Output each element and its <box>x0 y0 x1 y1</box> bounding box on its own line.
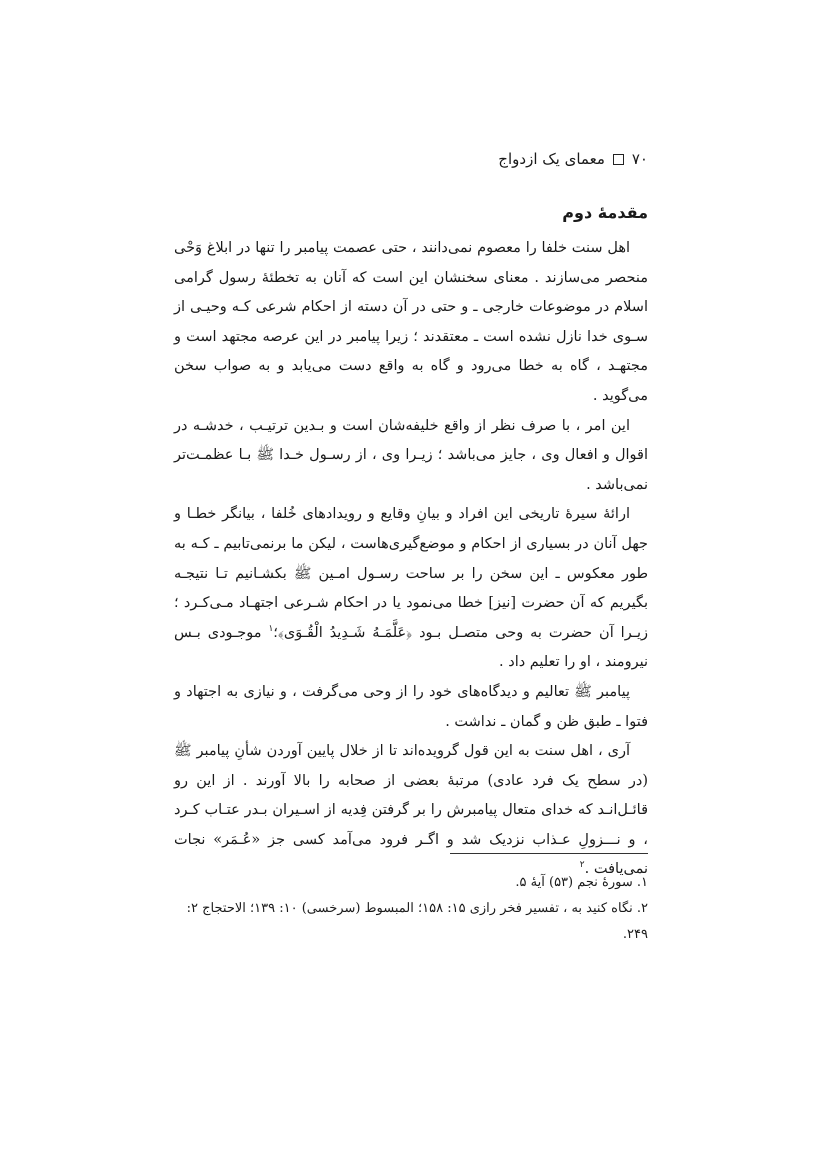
book-title: معمای یک ازدواج <box>498 150 605 168</box>
footnote-ref-2: ۲ <box>579 860 585 871</box>
section-title: مقدمهٔ دوم <box>562 203 648 222</box>
paragraph-3-tail: موجـودی بـس نیرومند ، او را تعلیم داد . <box>174 624 648 671</box>
paragraph-3 <box>174 500 648 678</box>
page-number: ۷۰ <box>631 150 648 168</box>
footnote-1: ۱. سورهٔ نجم (۵۳) آیهٔ ۵. <box>515 875 648 890</box>
footnote-2: ۲. نگاه کنید به ، تفسیر فخر رازی ۱۵: ۱۵۸؛ المبسوط (سرخسی) ۱۰: ۱۳۹؛ الاحتجاج ۲: ۲۴۹. <box>186 901 648 942</box>
body-text <box>174 198 648 885</box>
footnote-ref-1: ۱ <box>268 623 274 634</box>
paragraph-5-text: آری ، اهل سنت به این قول گرویده‌اند تا از خلال پایین آوردن شأنِ پیامبر ﷺ (در سطح یک فرد عادی) مرتبهٔ بعضی از صحابه را بالا آورند . از این رو قائـل‌انـد که خدای متعال پیامبرش را بر گرفتن فِدیه از اسـیران بـدر عتـاب کـرد ، و نـــزولِ عـذاب نزدیک شد و اگـر فرود می‌آمد کسی جز «عُـمَر» نجات نمی‌یافت . <box>174 743 648 878</box>
running-header <box>498 150 648 168</box>
paragraph-1: اهل سنت خلفا را معصوم نمی‌دانند ، حتی عصمت پیامبر را تنها در ابلاغ وَحْی منحصر می‌سازند . معنای سخنشان این است که آنان به تخطئهٔ رسول گرامی اسلام در موضوعات خارجی ـ و حتی در آن دسته از احکام شرعی کـه وحیـی از سـوی خدا نازل نشده است ـ معتقدند ؛ زیرا پیامبر در این عرصه مجتهد است و مجتهـد ، گاه به خطا می‌رود و گاه به واقع دست می‌یابد و به صواب سخن می‌گوید . <box>174 240 648 404</box>
paragraph-4: پیامبر ﷺ تعالیم و دیدگاه‌های خود را از وحی می‌گرفت ، و نیازی به اجتهاد و فتوا ـ طبق ظن و گمان ـ نداشت . <box>174 683 648 730</box>
paragraph-3-text: ارائهٔ سیرهٔ تاریخی این افراد و بیانِ وقایع و رویدادهای خُلفا ، بیانگر خطـا و جهل آنان در بسیاری از احکام و موضع‌گیری‌هاست ، لیکن ما برنمی‌تابیم ـ کـه به طور معکوس ـ این سخن را بر ساحت رسـول امـین ﷺ بکشـانیم تـا نتیجـه بگیریم که آن حضرت [نیز] خطا می‌نمود یا در احکام شـرعی اجتهـاد مـی‌کـرد ؛ زیـرا آن حضرت به وحی متصـل بـود ﴿عَلَّمَـهُ شَـدِيدُ الْقُـوَى﴾؛ <box>174 506 648 641</box>
footnote-divider <box>450 853 648 854</box>
footnotes <box>168 870 648 948</box>
square-ornament-icon <box>613 154 624 165</box>
paragraph-2: این امر ، با صرف نظر از واقع خلیفه‌شان است و بـدین ترتیـب ، خدشـه در اقوال و افعال وی ، جایز می‌باشد ؛ زیـرا وی ، از رسـول خـدا ﷺ بـا عظمـت‌تر نمی‌باشد . <box>174 417 648 493</box>
paragraph-5 <box>174 737 648 885</box>
